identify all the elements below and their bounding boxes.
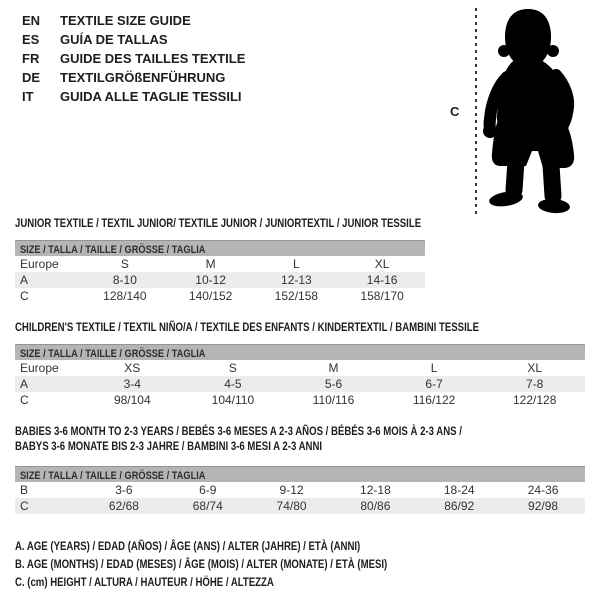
table-cell: 122/128	[512, 393, 557, 407]
table-header-bar	[15, 240, 425, 256]
table-cell: XS	[124, 361, 141, 375]
table-row	[15, 376, 585, 392]
table-cell: 116/122	[412, 393, 456, 407]
language-code: FR	[22, 51, 40, 66]
table-cell: M	[328, 361, 339, 375]
language-row	[22, 87, 245, 106]
row-label: B	[20, 483, 29, 497]
language-row	[22, 49, 245, 68]
table-cell: 92/98	[501, 498, 585, 514]
legend-text: A. AGE (YEARS) / EDAD (AÑOS) / ÂGE (ANS) / ALTER (JAHRE) / ETÀ (ANNI)	[15, 539, 361, 553]
language-code: EN	[22, 13, 41, 28]
row-label: C	[15, 498, 82, 514]
table-cell: 9-12	[279, 483, 304, 497]
table-cell: 3-4	[82, 376, 183, 392]
table-header-bar	[15, 344, 585, 360]
legend-text: C. (cm) HEIGHT / ALTURA / HAUTEUR / HÖHE / ALTEZZA	[15, 575, 274, 589]
legend	[15, 537, 480, 591]
table-cell: 68/74	[166, 498, 250, 514]
section-title-line: BABIES 3-6 MONTH TO 2-3 YEARS / BEBÉS 3-6 MESES A 2-3 AÑOS / BÉBÉS 3-6 MOIS À 2-3 ANS /	[15, 424, 462, 438]
table-cell: 6-7	[384, 376, 485, 392]
row-label: Europe	[20, 257, 59, 271]
table-cell: 158/170	[360, 289, 404, 303]
legend-line	[15, 555, 480, 573]
section-title	[15, 424, 585, 454]
language-title: TEXTILGRÖßENFÜHRUNG	[60, 70, 226, 85]
row-label: A	[15, 376, 82, 392]
height-measure-label: C	[450, 104, 460, 119]
language-title: GUIDA ALLE TAGLIE TESSILI	[60, 89, 242, 104]
table-cell: 152/158	[274, 289, 319, 303]
table-cell: 74/80	[250, 498, 334, 514]
table-cell: 10-12	[168, 272, 254, 288]
row-label: C	[20, 289, 29, 303]
language-title: GUIDE DES TAILLES TEXTILE	[60, 51, 246, 66]
baby-silhouette-icon	[483, 5, 597, 217]
table-cell: 6-9	[199, 483, 217, 497]
table-cell: S	[120, 257, 129, 271]
table-cell: L	[293, 257, 300, 271]
section-junior-textile	[15, 216, 425, 304]
table-cell: XL	[527, 361, 543, 375]
row-label: C	[20, 393, 29, 407]
language-code: IT	[22, 89, 34, 104]
table-cell: 18-24	[443, 483, 475, 497]
table-cell: 110/116	[312, 393, 355, 407]
section-title-line: BABYS 3-6 MONATE BIS 2-3 JAHRE / BAMBINI 3-6 MESI A 2-3 ANNI	[15, 439, 323, 453]
table-row	[15, 272, 425, 288]
table-row	[15, 256, 425, 272]
table-header-label: SIZE / TALLA / TAILLE / GRÖSSE / TAGLIA	[20, 470, 206, 482]
table-cell: 86/92	[417, 498, 501, 514]
table-row	[15, 392, 585, 408]
size-table	[15, 482, 585, 514]
table-cell: 12-18	[360, 483, 391, 497]
table-cell: 80/86	[333, 498, 417, 514]
language-row	[22, 11, 245, 30]
table-row	[15, 288, 425, 304]
section-title-line: CHILDREN'S TEXTILE / TEXTIL NIÑO/A / TEXTILE DES ENFANTS / KINDERTEXTIL / BAMBINI TESSILE	[15, 320, 480, 334]
language-title: GUÍA DE TALLAS	[60, 32, 168, 47]
table-cell: S	[228, 361, 237, 375]
row-label: Europe	[20, 361, 59, 375]
table-header-bar	[15, 466, 585, 482]
section-title-line: JUNIOR TEXTILE / TEXTIL JUNIOR/ TEXTILE JUNIOR / JUNIORTEXTIL / JUNIOR TESSILE	[15, 216, 422, 230]
row-label: A	[15, 272, 82, 288]
section-childrens-textile	[15, 320, 585, 408]
baby-silhouette-shape	[483, 9, 574, 214]
size-table	[15, 256, 425, 304]
language-row	[22, 68, 245, 87]
table-cell: 14-16	[339, 272, 425, 288]
table-cell: 7-8	[484, 376, 585, 392]
language-list	[22, 11, 245, 106]
table-cell: L	[430, 361, 438, 375]
table-header-label: SIZE / TALLA / TAILLE / GRÖSSE / TAGLIA	[20, 244, 206, 256]
height-figure	[445, 5, 597, 220]
table-cell: XL	[374, 257, 390, 271]
table-header-label: SIZE / TALLA / TAILLE / GRÖSSE / TAGLIA	[20, 348, 206, 360]
height-measure-dashed-line	[475, 8, 477, 215]
legend-text: B. AGE (MONTHS) / EDAD (MESES) / ÂGE (MOIS) / ALTER (MONATE) / ETÀ (MESI)	[15, 557, 388, 571]
table-cell: 24-36	[527, 483, 559, 497]
section-title	[15, 320, 585, 335]
language-row	[22, 30, 245, 49]
table-cell: M	[205, 257, 216, 271]
table-cell: 62/68	[82, 498, 166, 514]
size-table	[15, 360, 585, 408]
table-cell: 3-6	[115, 483, 133, 497]
table-cell: 5-6	[283, 376, 384, 392]
language-title: TEXTILE SIZE GUIDE	[60, 13, 191, 28]
language-code: ES	[22, 32, 40, 47]
table-cell: 8-10	[82, 272, 168, 288]
table-row	[15, 360, 585, 376]
table-cell: 128/140	[103, 289, 147, 303]
table-cell: 98/104	[113, 393, 151, 407]
legend-line	[15, 573, 480, 591]
table-row	[15, 498, 585, 514]
table-cell: 12-13	[254, 272, 340, 288]
section-babies-textile	[15, 424, 585, 514]
table-row	[15, 482, 585, 498]
table-cell: 104/110	[211, 393, 255, 407]
table-cell: 4-5	[183, 376, 284, 392]
legend-line	[15, 537, 480, 555]
language-code: DE	[22, 70, 41, 85]
table-cell: 140/152	[188, 289, 233, 303]
section-title	[15, 216, 425, 231]
